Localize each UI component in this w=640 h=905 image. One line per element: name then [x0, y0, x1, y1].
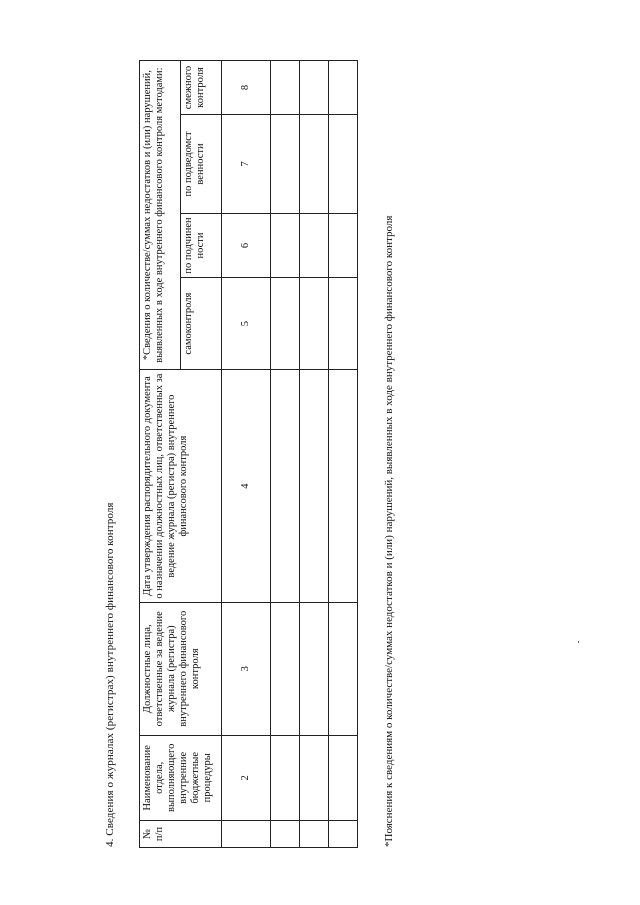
- header-number: № п/п: [140, 821, 222, 848]
- header-adjacent-control: смежного контроля: [181, 61, 222, 115]
- table-cell[interactable]: [271, 602, 300, 735]
- header-responsible-officials: Должностные лица, ответственные за ведение журнала (регистра) внутреннего финансового контроля: [140, 602, 222, 735]
- header-subordination: по подчинен ности: [181, 213, 222, 277]
- table-cell[interactable]: [329, 278, 358, 370]
- table-cell[interactable]: [271, 278, 300, 370]
- table-cell[interactable]: [300, 821, 329, 848]
- col-number-7: 7: [222, 115, 271, 214]
- table-cell[interactable]: [300, 213, 329, 277]
- table-cell[interactable]: [300, 602, 329, 735]
- table-row: [300, 61, 329, 848]
- header-departmental: по подведомст венности: [181, 115, 222, 214]
- col-number-4: 4: [222, 370, 271, 603]
- section-heading: 4. Сведения о журналах (регистрах) внутреннего финансового контроля: [104, 502, 116, 847]
- column-number-row: [222, 61, 271, 848]
- table-cell[interactable]: [300, 735, 329, 820]
- table-cell[interactable]: [329, 61, 358, 115]
- header-approval-date: Дата утверждения распорядительного документа о назначении должностных лиц, ответственных за ведение журнала (регистра) внутреннего финансового контроля: [140, 370, 222, 603]
- table-cell[interactable]: [271, 213, 300, 277]
- table-cell[interactable]: [329, 602, 358, 735]
- col-number-3: 3: [222, 602, 271, 735]
- footnote: *Пояснения к сведениям о количестве/суммах недостатков и (или) нарушений, выявленных в ходе внутреннего финансового контроля: [383, 215, 395, 847]
- table-cell[interactable]: [271, 370, 300, 603]
- table-cell[interactable]: [271, 821, 300, 848]
- header-department: Наименование отдела, выполняющего внутренние бюджетные процедуры: [140, 735, 222, 820]
- table-cell[interactable]: [271, 115, 300, 214]
- table-cell[interactable]: [329, 821, 358, 848]
- col-number-2: 2: [222, 735, 271, 820]
- table-cell[interactable]: [300, 61, 329, 115]
- table-cell[interactable]: [329, 213, 358, 277]
- header-row-top: [140, 61, 181, 848]
- table-cell[interactable]: [300, 115, 329, 214]
- journals-table: [139, 60, 358, 848]
- table-row: [329, 61, 358, 848]
- col-number-8: 8: [222, 61, 271, 115]
- table-cell[interactable]: [329, 735, 358, 820]
- header-violations-group: *Сведения о количестве/суммах недостатков и (или) нарушений, выявленных в ходе внутреннего финансового контроля методами:: [140, 61, 181, 370]
- table-cell[interactable]: [271, 735, 300, 820]
- table-cell[interactable]: [300, 278, 329, 370]
- table-cell[interactable]: [271, 61, 300, 115]
- header-self-control: самоконтроля: [181, 278, 222, 370]
- scan-speck: [578, 641, 579, 643]
- table-cell[interactable]: [329, 370, 358, 603]
- col-number-1: [222, 821, 271, 848]
- table-cell[interactable]: [300, 370, 329, 603]
- col-number-6: 6: [222, 213, 271, 277]
- table-row: [271, 61, 300, 848]
- col-number-5: 5: [222, 278, 271, 370]
- table-cell[interactable]: [329, 115, 358, 214]
